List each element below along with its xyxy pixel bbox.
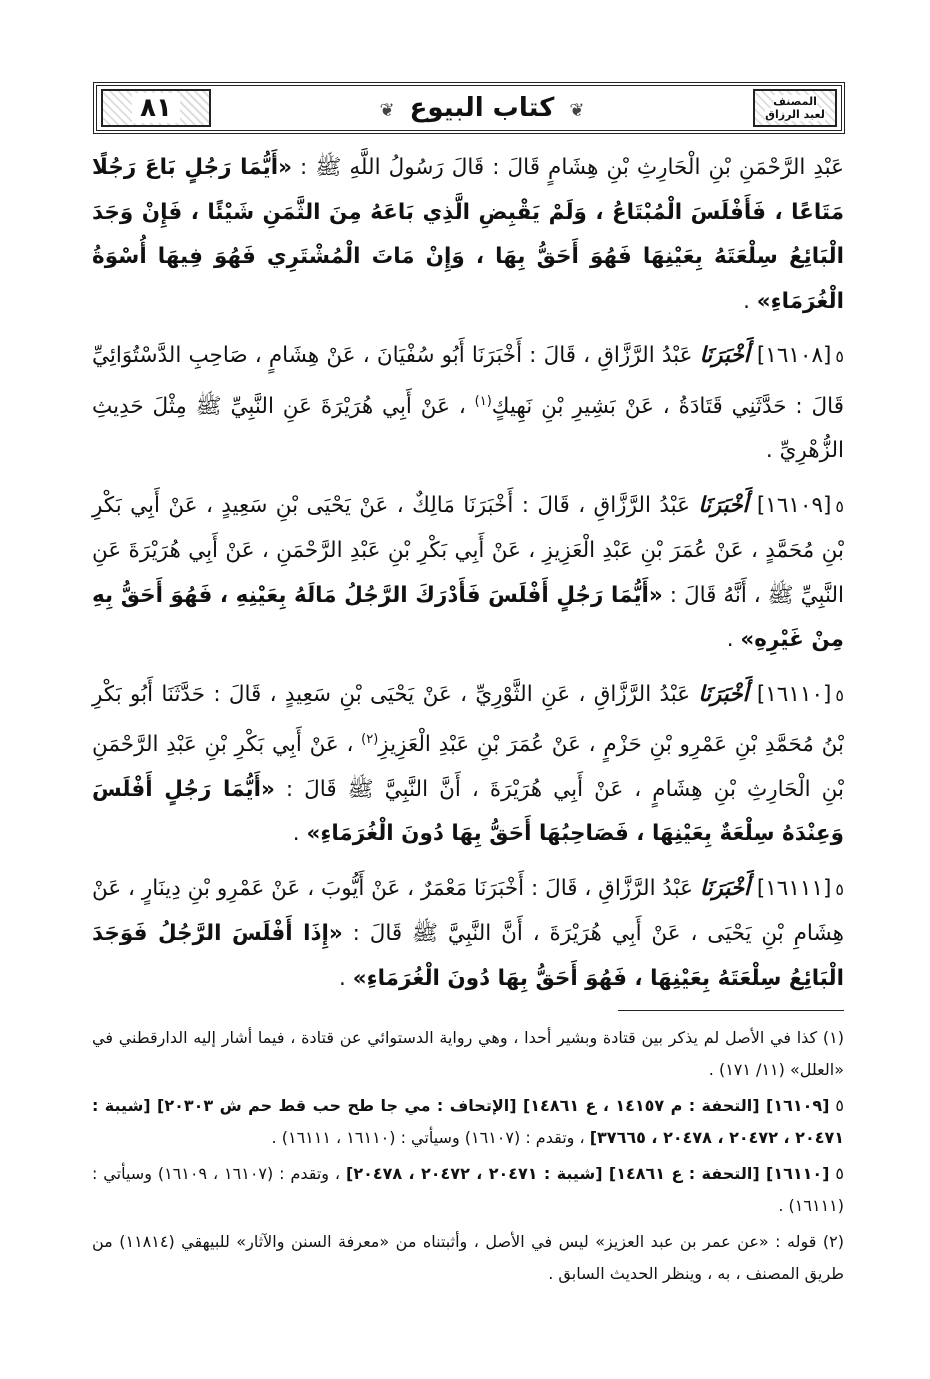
footnote-divider (618, 1010, 844, 1011)
chapter-title (215, 93, 749, 123)
footnote-refs: [١٦١٠٩] [التحفة : م ١٤١٥٧ ، ع ١٤٨٦١] [الإتحاف : مي جا طح حب قط حم ش ٢٠٣٠٣] [شيبة : ٢٠٤٧١ ، ٢٠٤٧٢ ، ٢٠٤٧٨ ، ٣٧٦٦٥] (92, 1096, 844, 1147)
text: عَبْدُ الرَّزَّاقِ ، قَالَ : أَخْبَرَنَا مَالِكٌ ، عَنْ يَحْيَى بْنِ سَعِيدٍ ، عَنْ أَبِي بَكْرِ بْنِ مُحَمَّدٍ ، عَنْ عُمَرَ بْنِ عَبْدِ الْعَزِيزِ ، عَنْ أَبِي بَكْرِ بْنِ عَبْدِ الرَّحْمَنِ ، عَنْ أَبِي هُرَيْرَةَ عَنِ النَّبِيِّ ﷺ ، أَنَّهُ قَالَ : (92, 492, 845, 608)
footnote-2: (٢) قوله : «عن عمر بن عبد العزيز» ليس في الأصل ، وأثبتناه من «معرفة السنن والآثار» للبيهقي (١١٨١٤) من طريق المصنف ، به ، وينظر الحديث السابق . (92, 1232, 845, 1283)
lead-word: أَخْبَرَنَا (699, 875, 751, 901)
page-header (93, 82, 845, 134)
logo-line-1: المصنف (773, 95, 817, 108)
text: عَبْدِ الرَّحْمَنِ بْنِ الْحَارِثِ بْنِ هِشَامٍ قَالَ : قَالَ رَسُولُ اللَّهِ ﷺ : (292, 155, 845, 180)
chapter-title-text: كتاب البيوع (409, 93, 555, 123)
book-logo (753, 89, 837, 127)
hadith-entry-16111 (92, 867, 844, 1002)
entry-marker: ٥ (835, 685, 844, 705)
hadith-number: [١٦١١١] (756, 875, 832, 901)
footnotes (92, 1022, 844, 1294)
entry-marker: ٥ (835, 1096, 844, 1115)
lead-word: أَخْبَرَنَا (698, 681, 749, 707)
entry-marker: ٥ (835, 879, 844, 899)
ornament-icon: ❦ (569, 100, 585, 121)
entry-marker: ٥ (835, 1164, 844, 1183)
hadith-entry-16108 (92, 334, 844, 474)
hadith-number: [١٦١٠٩] (756, 492, 832, 518)
text: عَبْدُ الرَّزَّاقِ ، قَالَ : أَخْبَرَنَا أَبُو سُفْيَانَ ، عَنْ هِشَامٍ ، صَاحِبِ الدَّسْتُوَائِيِّ قَالَ : حَدَّثَنِي قَتَادَةُ ، عَنْ بَشِيرِ بْنِ نَهِيكٍ (92, 343, 844, 419)
text: . (726, 627, 741, 653)
footnote-text: ، وتقدم : (١٦١٠٧ ، ١٦١٠٩) وسيأتي : (١٦١١١) . (92, 1164, 844, 1215)
footnote-16109 (92, 1090, 844, 1154)
hadith-quote: «أَيُّمَا رَجُلٍ أَفْلَسَ فَأَدْرَكَ الرَّجُلُ مَالَهُ بِعَيْنِهِ ، فَهُوَ أَحَقُّ بِهِ مِنْ غَيْرِهِ» (92, 582, 844, 653)
text: . (339, 965, 353, 991)
entry-marker: ٥ (835, 347, 844, 366)
footnote-ref: (١) (474, 393, 492, 409)
hadith-quote: «أَيُّمَا رَجُلٍ بَاعَ رَجُلًا مَتَاعًا ، فَأَفْلَسَ الْمُبْتَاعُ ، وَلَمْ يَقْبِضِ الَّذِي بَاعَهُ مِنَ الثَّمَنِ شَيْئًا ، فَإِنْ وَجَدَ الْبَائِعُ سِلْعَتَهُ بِعَيْنِهَا فَهُوَ أَحَقُّ بِهَا ، وَإِنْ مَاتَ الْمُشْتَرِي فَهُوَ فِيهَا أُسْوَةُ الْغُرَمَاءِ» (92, 155, 844, 314)
lead-word: أَخْبَرَنَا (699, 343, 750, 368)
paragraph-continuation (92, 146, 844, 324)
hadith-number: [١٦١١٠] (756, 681, 832, 707)
entry-marker: ٥ (835, 496, 844, 516)
text: ، عَنْ أَبِي بَكْرِ بْنِ عَبْدِ الرَّحْمَنِ بْنِ الْحَارِثِ بْنِ هِشَامٍ ، عَنْ أَبِي هُرَيْرَةَ ، أَنَّ النَّبِيَّ ﷺ قَالَ : (92, 732, 844, 802)
footnote-text: ، وتقدم : (١٦١٠٧) وسيأتي : (١٦١١٠ ، ١٦١١١) . (271, 1128, 585, 1147)
text: ، عَنْ أَبِي هُرَيْرَةَ عَنِ النَّبِيِّ ﷺ مِثْلَ حَدِيثِ الزُّهْرِيِّ . (92, 393, 844, 464)
hadith-number: [١٦١٠٨] (756, 343, 832, 368)
logo-line-2: لعبد الرزاق (765, 108, 825, 121)
footnote-refs: [١٦١١٠] [التحفة : ع ١٤٨٦١] [شيبة : ٢٠٤٧١ ، ٢٠٤٧٢ ، ٢٠٤٧٨] (346, 1164, 830, 1183)
text: . (743, 288, 757, 314)
text: عَبْدُ الرَّزَّاقِ ، عَنِ الثَّوْرِيِّ ، عَنْ يَحْيَى بْنِ سَعِيدٍ ، قَالَ : حَدَّثَنَا أَبُو بَكْرِ بْنُ مُحَمَّدِ بْنِ عَمْرِو بْنِ حَزْمٍ ، عَنْ عُمَرَ بْنِ عَبْدِ الْعَزِيزِ (92, 681, 845, 758)
hadith-quote: «إِذَا أَفْلَسَ الرَّجُلُ فَوَجَدَ الْبَائِعُ سِلْعَتَهُ بِعَيْنِهَا ، فَهُوَ أَحَقُّ بِهَا دُونَ الْغُرَمَاءِ» (92, 921, 844, 991)
hadith-entry-16109 (92, 484, 844, 663)
hadith-entry-16110 (92, 673, 844, 857)
footnote-ref: (٢) (361, 732, 379, 748)
page-number: ٨١ (132, 93, 180, 123)
text: عَبْدُ الرَّزَّاقِ ، قَالَ : أَخْبَرَنَا مَعْمَرٌ ، عَنْ أَيُّوبَ ، عَنْ عَمْرِو بْنِ دِينَارٍ ، عَنْ هِشَامِ بْنِ يَحْيَى ، عَنْ أَبِي هُرَيْرَةَ ، أَنَّ النَّبِيَّ ﷺ قَالَ : (92, 875, 844, 947)
hadith-quote: «أَيُّمَا رَجُلٍ أَفْلَسَ وَعِنْدَهُ سِلْعَةٌ بِعَيْنِهَا ، فَصَاحِبُهَا أَحَقُّ بِهَا دُونَ الْغُرَمَاءِ» (92, 776, 844, 847)
main-text (92, 146, 844, 1011)
ornament-icon: ❦ (379, 100, 395, 121)
footnote-1: (١) كذا في الأصل لم يذكر بين قتادة وبشير أحدا ، وهي رواية الدستوائي عن قتادة ، فيما أشار إليه الدارقطني في «العلل» (١١/ ١٧١) . (92, 1028, 844, 1079)
footnote-16110 (92, 1158, 844, 1222)
lead-word: أَخْبَرَنَا (698, 492, 749, 518)
page-number-box (101, 89, 211, 127)
text: . (292, 821, 307, 847)
